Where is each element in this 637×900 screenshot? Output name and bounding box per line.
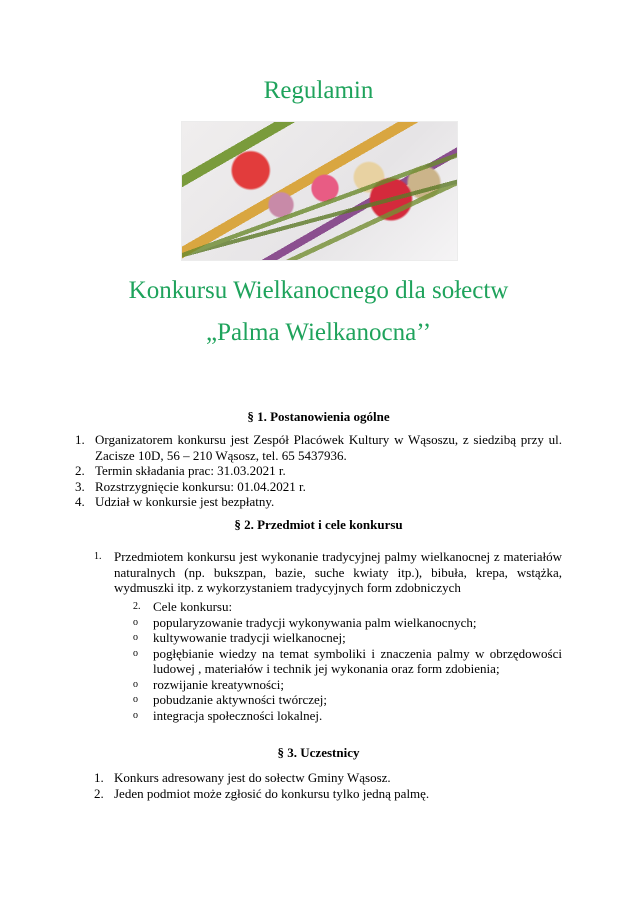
palm-stems-decoration (182, 122, 457, 260)
list-text-line: Termin składania prac: 31.03.2021 r. (95, 463, 286, 478)
bullet-icon: o (133, 616, 138, 628)
list-text-line: popularyzowanie tradycji wykonywania palm wielkanocnych; (153, 614, 477, 630)
list-text-line: naturalnych (np. bukszpan, bazie, suche kwiaty itp.), bibuła, krepa, wstążka, (114, 564, 562, 580)
list-item (75, 432, 562, 463)
section-2-heading: § 2. Przedmiot i cele konkursu (234, 517, 403, 532)
list-item (94, 770, 562, 786)
goals-label: Cele konkursu: (153, 599, 233, 614)
list-number: 4. (75, 494, 85, 509)
bullet-item (133, 646, 562, 677)
list-number: 2. (94, 785, 104, 801)
list-text-line: integracja społeczności lokalnej. (153, 707, 323, 723)
list-text-line: Organizatorem konkursu jest Zespół Placówek Kultury w Wąsoszu, z siedzibą przy ul. (95, 432, 562, 447)
bullet-item (133, 692, 562, 708)
bullet-icon: o (133, 678, 138, 690)
document-title: Regulamin (263, 77, 374, 104)
list-item (94, 549, 562, 596)
document-subtitle: Konkursu Wielkanocnego dla sołectw (128, 277, 509, 304)
bullet-icon: o (133, 694, 138, 705)
list-text-line: Konkurs adresowany jest do sołectw Gminy Wąsosz. (114, 770, 391, 785)
list-text-line: kultywowanie tradycji wielkanocnej; (153, 630, 346, 645)
list-item (75, 463, 562, 479)
list-item (75, 494, 562, 510)
list-number: 1. (94, 551, 102, 562)
goals-list (133, 599, 562, 723)
list-item (133, 599, 562, 615)
section-3-heading: § 3. Uczestnicy (277, 745, 360, 760)
list-text-line: Jeden podmiot może zgłosić do konkursu tylko jedną palmę. (114, 785, 430, 801)
contest-name: „Palma Wielkanocna’’ (205, 319, 432, 346)
bullet-icon: o (133, 647, 138, 659)
list-text-line: pobudzanie aktywności twórczej; (153, 692, 327, 707)
list-item (94, 786, 562, 802)
list-text-line: rozwijanie kreatywności; (153, 676, 285, 692)
list-text-line: Przedmiotem konkursu jest wykonanie tradycyjnej palmy wielkanocnej z materiałów (114, 549, 562, 564)
list-text-line: Rozstrzygnięcie konkursu: 01.04.2021 r. (95, 478, 306, 494)
list-number: 1. (94, 770, 104, 785)
list-text-line: wydmuszki itp. z wykorzystaniem tradycyjnych form zdobniczych (114, 580, 461, 595)
list-number: 1. (75, 432, 85, 447)
bullet-item (133, 708, 562, 724)
bullet-icon: o (133, 709, 138, 721)
list-text-line: ludowej , materiałów i technik jej wykonania oraz form zdobienia; (153, 661, 500, 676)
section-1-heading: § 1. Postanowienia ogólne (247, 409, 390, 424)
bullet-item (133, 677, 562, 693)
section-3-list (94, 770, 562, 801)
easter-palms-photo (181, 121, 458, 261)
bullet-icon: o (133, 632, 138, 643)
list-number: 2. (75, 463, 85, 478)
list-number: 2. (133, 601, 141, 612)
bullet-item (133, 615, 562, 631)
list-text-line: Udział w konkursie jest bezpłatny. (95, 494, 275, 509)
section-2-list (94, 549, 562, 596)
bullet-item (133, 630, 562, 646)
section-1-list (75, 432, 562, 510)
list-text-line: Zacisze 10D, 56 – 210 Wąsosz, tel. 65 5437936. (95, 447, 347, 463)
list-number: 3. (75, 478, 85, 494)
list-text-line: pogłębianie wiedzy na temat symboliki i znaczenia palmy w obrzędowości (153, 645, 562, 661)
list-item (75, 479, 562, 495)
